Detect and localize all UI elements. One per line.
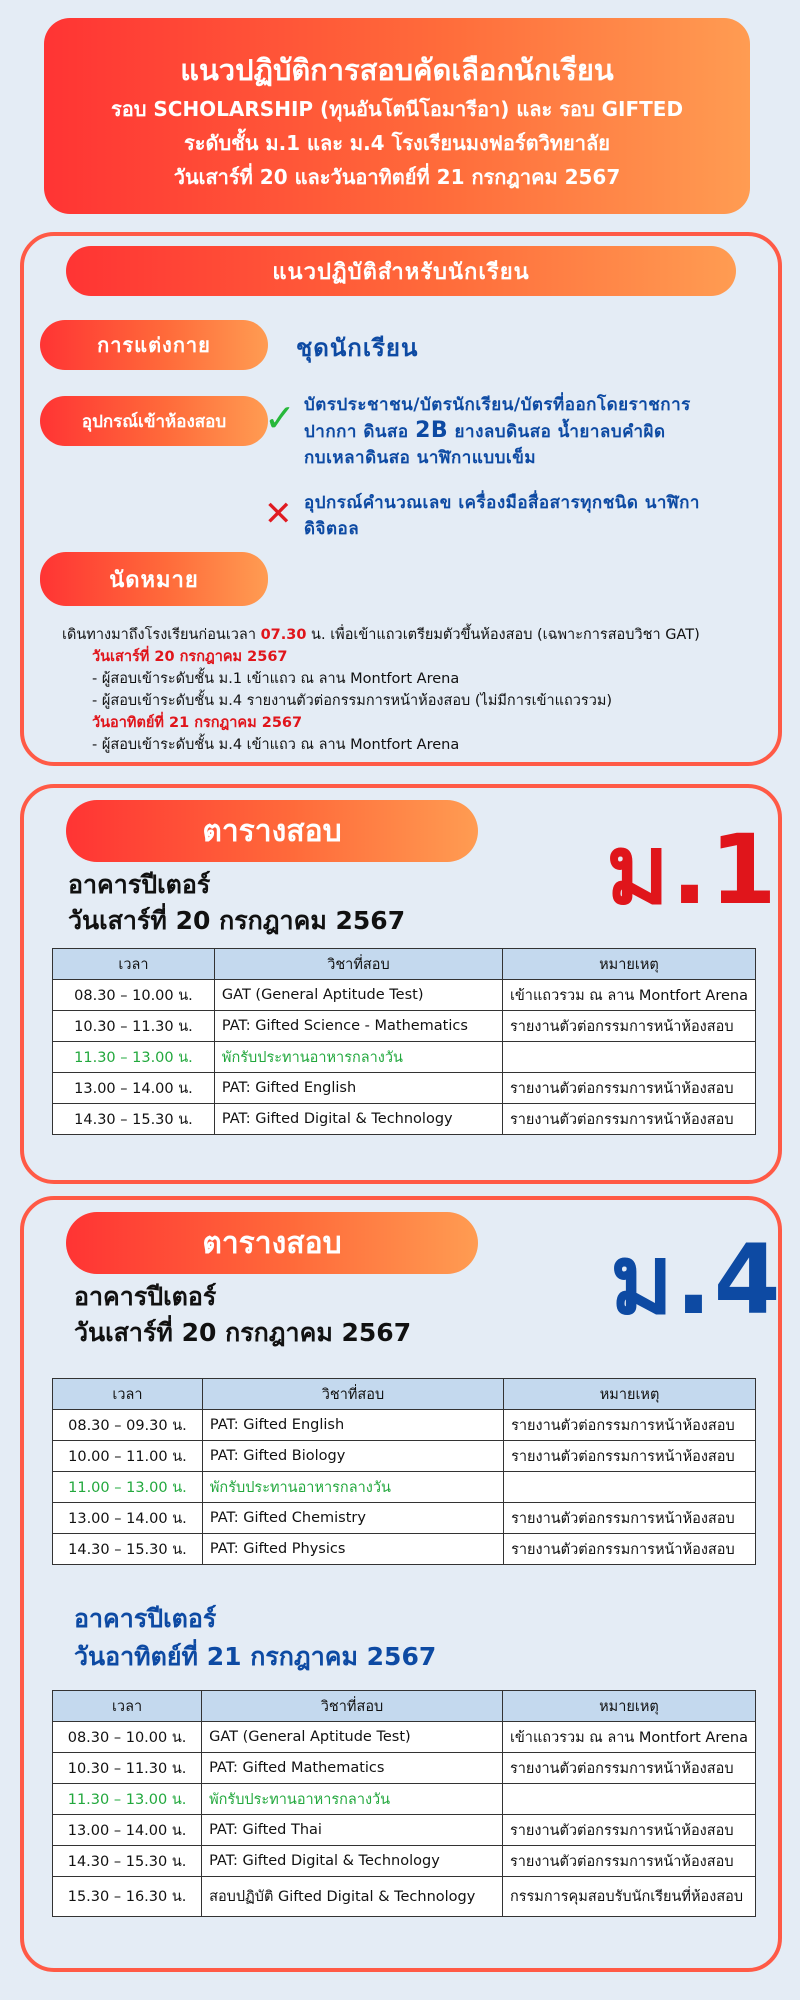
check-icon: ✓ <box>264 396 296 440</box>
time-cell: 08.30 – 09.30 น. <box>53 1410 203 1441</box>
day2-heading: วันอาทิตย์ที่ 21 กรกฎาคม 2567 <box>92 715 303 731</box>
note-cell <box>504 1472 756 1503</box>
table-row <box>53 1011 756 1042</box>
m4-schedule-pill: ตารางสอบ <box>66 1212 478 1274</box>
table-row <box>53 1410 756 1441</box>
table-row <box>53 1534 756 1565</box>
time-cell: 14.30 – 15.30 น. <box>53 1534 203 1565</box>
note-cell <box>502 1042 755 1073</box>
time-cell: 13.00 – 14.00 น. <box>53 1815 202 1846</box>
note-cell: รายงานตัวต่อกรรมการหน้าห้องสอบ <box>502 1753 755 1784</box>
time-cell: 10.30 – 11.30 น. <box>53 1753 202 1784</box>
time-cell: 14.30 – 15.30 น. <box>53 1846 202 1877</box>
table-header-row <box>53 1379 756 1410</box>
note-cell: รายงานตัวต่อกรรมการหน้าห้องสอบ <box>504 1441 756 1472</box>
forbidden-equipment <box>304 490 700 542</box>
table-row <box>53 1503 756 1534</box>
note-cell: รายงานตัวต่อกรรมการหน้าห้องสอบ <box>504 1534 756 1565</box>
allowed-line-2 <box>304 418 691 445</box>
m4-schedule-table-1 <box>52 1378 756 1565</box>
header-date: วันเสาร์ที่ 20 และวันอาทิตย์ที่ 21 กรกฎาคม 2567 <box>173 165 621 189</box>
day1-item-1: - ผู้สอบเข้าระดับชั้น ม.1 เข้าแถว ณ ลาน Montfort Arena <box>92 671 460 687</box>
note-cell: รายงานตัวต่อกรรมการหน้าห้องสอบ <box>502 1104 755 1135</box>
note-cell: เข้าแถวรวม ณ ลาน Montfort Arena <box>502 1722 755 1753</box>
appt-post: น. เพื่อเข้าแถวเตรียมตัวขึ้นห้องสอบ (เฉพาะการสอบวิชา GAT) <box>306 627 700 643</box>
header-banner <box>44 18 750 214</box>
subject-cell: PAT: Gifted Science - Mathematics <box>214 1011 502 1042</box>
note-cell: เข้าแถวรวม ณ ลาน Montfort Arena <box>502 980 755 1011</box>
table-row <box>53 1815 756 1846</box>
subject-cell: PAT: Gifted English <box>202 1410 503 1441</box>
appointment-label: นัดหมาย <box>40 552 268 606</box>
subject-cell: GAT (General Aptitude Test) <box>202 1722 503 1753</box>
note-cell: กรรมการคุมสอบรับนักเรียนที่ห้องสอบ <box>502 1877 755 1917</box>
forbidden-line-2: ดิจิตอล <box>304 519 360 539</box>
time-cell: 11.00 – 13.00 น. <box>53 1472 203 1503</box>
time-cell: 15.30 – 16.30 น. <box>53 1877 202 1917</box>
header-level: ระดับชั้น ม.1 และ ม.4 โรงเรียนมงฟอร์ตวิทยาลัย <box>184 131 610 155</box>
col-time-header: เวลา <box>53 1691 202 1722</box>
note-cell: รายงานตัวต่อกรรมการหน้าห้องสอบ <box>504 1410 756 1441</box>
table-header-row <box>53 1691 756 1722</box>
table-row <box>53 1846 756 1877</box>
subject-cell: พักรับประทานอาหารกลางวัน <box>214 1042 502 1073</box>
note-cell: รายงานตัวต่อกรรมการหน้าห้องสอบ <box>502 1011 755 1042</box>
guidelines-card <box>20 232 782 766</box>
allowed-2b: 2B <box>415 418 449 443</box>
m1-date: วันเสาร์ที่ 20 กรกฎาคม 2567 <box>68 906 406 935</box>
col-subject-header: วิชาที่สอบ <box>202 1691 503 1722</box>
time-cell: 10.00 – 11.00 น. <box>53 1441 203 1472</box>
day1-heading: วันเสาร์ที่ 20 กรกฎาคม 2567 <box>92 649 288 665</box>
subject-cell: PAT: Gifted English <box>214 1073 502 1104</box>
subject-cell: PAT: Gifted Digital & Technology <box>202 1846 503 1877</box>
subject-cell: พักรับประทานอาหารกลางวัน <box>202 1784 503 1815</box>
m4-schedule-table-2 <box>52 1690 756 1917</box>
time-cell: 08.30 – 10.00 น. <box>53 980 215 1011</box>
note-cell: รายงานตัวต่อกรรมการหน้าห้องสอบ <box>502 1073 755 1104</box>
subject-cell: PAT: Gifted Chemistry <box>202 1503 503 1534</box>
appt-pre: เดินทางมาถึงโรงเรียนก่อนเวลา <box>62 627 261 643</box>
col-subject-header: วิชาที่สอบ <box>214 949 502 980</box>
m1-schedule-card <box>20 784 782 1184</box>
time-cell: 13.00 – 14.00 น. <box>53 1073 215 1104</box>
time-cell: 10.30 – 11.30 น. <box>53 1011 215 1042</box>
subject-cell: PAT: Gifted Thai <box>202 1815 503 1846</box>
table-row <box>53 1073 756 1104</box>
subject-cell: PAT: Gifted Physics <box>202 1534 503 1565</box>
header-round: รอบ SCHOLARSHIP (ทุนอันโตนีโอมารีอา) และ รอบ GIFTED <box>110 97 684 121</box>
col-time-header: เวลา <box>53 1379 203 1410</box>
cross-icon: ✕ <box>264 494 293 534</box>
time-cell: 08.30 – 10.00 น. <box>53 1722 202 1753</box>
m4-building-1: อาคารปีเตอร์ <box>74 1282 217 1311</box>
subject-cell: พักรับประทานอาหารกลางวัน <box>202 1472 503 1503</box>
dress-label: การแต่งกาย <box>40 320 268 370</box>
forbidden-line-1: อุปกรณ์คำนวณเลข เครื่องมือสื่อสารทุกชนิด นาฬิกา <box>304 493 700 513</box>
day2-item-1: - ผู้สอบเข้าระดับชั้น ม.4 เข้าแถว ณ ลาน Montfort Arena <box>92 737 460 753</box>
subject-cell: PAT: Gifted Biology <box>202 1441 503 1472</box>
table-row-lunch <box>53 1784 756 1815</box>
day1-item-2: - ผู้สอบเข้าระดับชั้น ม.4 รายงานตัวต่อกรรมการหน้าห้องสอบ (ไม่มีการเข้าแถวรวม) <box>92 693 613 709</box>
allowed-line-2-post: ยางลบดินสอ น้ำยาลบคำผิด <box>448 422 666 442</box>
allowed-line-3: กบเหลาดินสอ นาฬิกาแบบเข็ม <box>304 448 537 468</box>
subject-cell: PAT: Gifted Mathematics <box>202 1753 503 1784</box>
subject-cell: สอบปฏิบัติ Gifted Digital & Technology <box>202 1877 503 1917</box>
col-time-header: เวลา <box>53 949 215 980</box>
equipment-label: อุปกรณ์เข้าห้องสอบ <box>40 396 268 446</box>
subject-cell: GAT (General Aptitude Test) <box>214 980 502 1011</box>
table-row-lunch <box>53 1472 756 1503</box>
allowed-line-2-pre: ปากกา ดินสอ <box>304 422 416 442</box>
allowed-equipment <box>304 392 691 471</box>
m1-grade-label: ม.1 <box>606 814 779 926</box>
allowed-line-1: บัตรประชาชน/บัตรนักเรียน/บัตรที่ออกโดยราชการ <box>304 395 691 415</box>
subject-cell: PAT: Gifted Digital & Technology <box>214 1104 502 1135</box>
table-row <box>53 1104 756 1135</box>
appt-time: 07.30 <box>260 627 307 643</box>
dress-value: ชุดนักเรียน <box>296 334 419 362</box>
page-title: แนวปฏิบัติการสอบคัดเลือกนักเรียน <box>180 53 614 87</box>
col-subject-header: วิชาที่สอบ <box>202 1379 503 1410</box>
table-row <box>53 1722 756 1753</box>
m1-building: อาคารปีเตอร์ <box>68 870 211 899</box>
guidelines-title: แนวปฏิบัติสำหรับนักเรียน <box>66 246 736 296</box>
table-row-lunch <box>53 1042 756 1073</box>
m4-date-2: วันอาทิตย์ที่ 21 กรกฎาคม 2567 <box>74 1642 437 1671</box>
m4-building-2: อาคารปีเตอร์ <box>74 1604 217 1633</box>
table-header-row <box>53 949 756 980</box>
table-row <box>53 1877 756 1917</box>
m1-schedule-table <box>52 948 756 1135</box>
note-cell: รายงานตัวต่อกรรมการหน้าห้องสอบ <box>504 1503 756 1534</box>
note-cell: รายงานตัวต่อกรรมการหน้าห้องสอบ <box>502 1846 755 1877</box>
col-note-header: หมายเหตุ <box>502 949 755 980</box>
table-row <box>53 980 756 1011</box>
table-row <box>53 1441 756 1472</box>
note-cell <box>502 1784 755 1815</box>
appointment-details <box>62 624 700 756</box>
m4-grade-label: ม.4 <box>610 1224 783 1336</box>
m1-schedule-pill: ตารางสอบ <box>66 800 478 862</box>
appointment-intro <box>62 624 700 646</box>
time-cell: 11.30 – 13.00 น. <box>53 1784 202 1815</box>
note-cell: รายงานตัวต่อกรรมการหน้าห้องสอบ <box>502 1815 755 1846</box>
col-note-header: หมายเหตุ <box>504 1379 756 1410</box>
m4-schedule-card <box>20 1196 782 1972</box>
time-cell: 14.30 – 15.30 น. <box>53 1104 215 1135</box>
m4-date-1: วันเสาร์ที่ 20 กรกฎาคม 2567 <box>74 1318 412 1347</box>
time-cell: 11.30 – 13.00 น. <box>53 1042 215 1073</box>
time-cell: 13.00 – 14.00 น. <box>53 1503 203 1534</box>
col-note-header: หมายเหตุ <box>502 1691 755 1722</box>
table-row <box>53 1753 756 1784</box>
